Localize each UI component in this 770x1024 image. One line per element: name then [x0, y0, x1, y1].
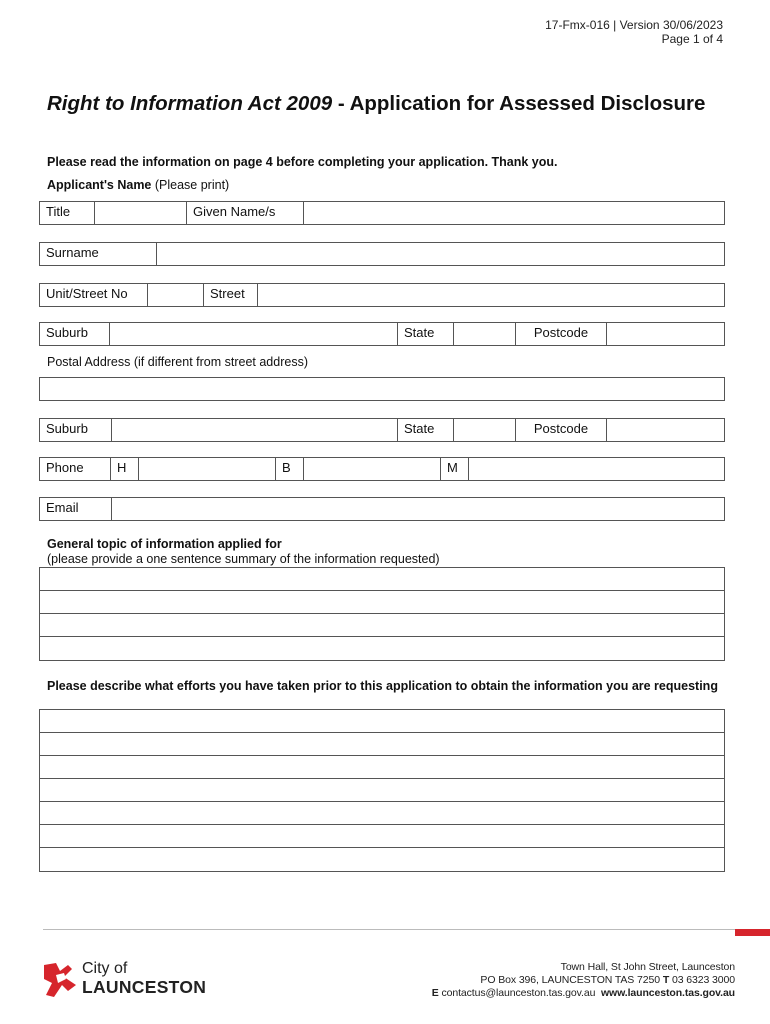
email-label-e: E — [431, 987, 439, 999]
form-version: 17-Fmx-016 | Version 30/06/2023 — [545, 18, 723, 32]
topic-subheading: (please provide a one sentence summary of the information requested) — [47, 552, 440, 566]
title-label: Title — [40, 202, 95, 224]
efforts-line[interactable] — [40, 825, 724, 848]
footer-contact — [432, 987, 735, 1000]
topic-line[interactable] — [40, 568, 724, 591]
postal-state-label: State — [398, 419, 454, 441]
postcode-label: Postcode — [516, 323, 607, 345]
unit-street-no-field[interactable] — [148, 284, 204, 306]
efforts-line[interactable] — [40, 848, 724, 871]
footer-divider — [43, 929, 735, 930]
efforts-lines[interactable] — [39, 709, 725, 872]
suburb-label: Suburb — [40, 323, 110, 345]
efforts-line[interactable] — [40, 802, 724, 825]
postal-suburb-row — [39, 418, 725, 442]
title-field[interactable] — [95, 202, 187, 224]
surname-field[interactable] — [157, 243, 724, 265]
applicant-heading — [47, 178, 229, 192]
suburb-row — [39, 322, 725, 346]
applicant-hint: (Please print) — [151, 178, 230, 192]
unit-street-no-label: Unit/Street No — [40, 284, 148, 306]
footer-address-1: Town Hall, St John Street, Launceston — [560, 961, 735, 973]
page-number: Page 1 of 4 — [661, 32, 723, 46]
postal-address-label: Postal Address (if different from street address) — [47, 355, 308, 369]
street-field[interactable] — [258, 284, 724, 306]
efforts-heading: Please describe what efforts you have taken prior to this application to obtain the information you are requesting — [47, 679, 718, 693]
footer-email[interactable]: contactus@launceston.tas.gov.au — [438, 987, 596, 999]
mobile-phone-field[interactable] — [469, 458, 724, 480]
efforts-line[interactable] — [40, 756, 724, 779]
title-rest: - Application for Assessed Disclosure — [332, 92, 706, 115]
city-logo — [82, 960, 206, 996]
phone-label-t: T — [662, 974, 670, 986]
state-label: State — [398, 323, 454, 345]
state-field[interactable] — [454, 323, 516, 345]
topic-heading: General topic of information applied for — [47, 537, 282, 551]
mobile-phone-label: M — [441, 458, 469, 480]
footer-accent — [735, 929, 770, 936]
footer-website[interactable]: www.launceston.tas.gov.au — [600, 987, 735, 999]
topic-line[interactable] — [40, 614, 724, 637]
postcode-field[interactable] — [607, 323, 724, 345]
efforts-line[interactable] — [40, 779, 724, 802]
page-title — [47, 92, 727, 116]
email-label: Email — [40, 498, 112, 520]
street-row — [39, 283, 725, 307]
postal-postcode-field[interactable] — [607, 419, 724, 441]
footer-phone: 03 6323 3000 — [669, 974, 735, 986]
act-name: Right to Information Act 2009 — [47, 92, 333, 115]
postal-address-field[interactable] — [39, 377, 725, 401]
phone-row — [39, 457, 725, 481]
intro-text: Please read the information on page 4 before completing your application. Thank you. — [47, 155, 558, 169]
postal-state-field[interactable] — [454, 419, 516, 441]
email-field[interactable] — [112, 498, 724, 520]
efforts-line[interactable] — [40, 710, 724, 733]
footer-address-2 — [480, 974, 735, 987]
surname-row — [39, 242, 725, 266]
suburb-field[interactable] — [110, 323, 398, 345]
topic-line[interactable] — [40, 591, 724, 614]
logo-launceston: LAUNCESTON — [82, 977, 207, 997]
email-row — [39, 497, 725, 521]
efforts-line[interactable] — [40, 733, 724, 756]
business-phone-field[interactable] — [304, 458, 441, 480]
topic-line[interactable] — [40, 637, 724, 660]
applicant-label: Applicant's Name — [47, 178, 152, 192]
street-label: Street — [204, 284, 258, 306]
topic-lines[interactable] — [39, 567, 725, 661]
home-phone-label: H — [111, 458, 139, 480]
home-phone-field[interactable] — [139, 458, 276, 480]
logo-city-of: City of — [82, 960, 128, 977]
po-box: PO Box 396, LAUNCESTON TAS 7250 — [480, 974, 663, 986]
name-row — [39, 201, 725, 225]
postal-postcode-label: Postcode — [516, 419, 607, 441]
given-names-label: Given Name/s — [187, 202, 304, 224]
postal-suburb-label: Suburb — [40, 419, 112, 441]
phone-label: Phone — [40, 458, 111, 480]
surname-label: Surname — [40, 243, 157, 265]
given-names-field[interactable] — [304, 202, 724, 224]
city-logo-icon — [42, 961, 80, 999]
postal-suburb-field[interactable] — [112, 419, 398, 441]
business-phone-label: B — [276, 458, 304, 480]
